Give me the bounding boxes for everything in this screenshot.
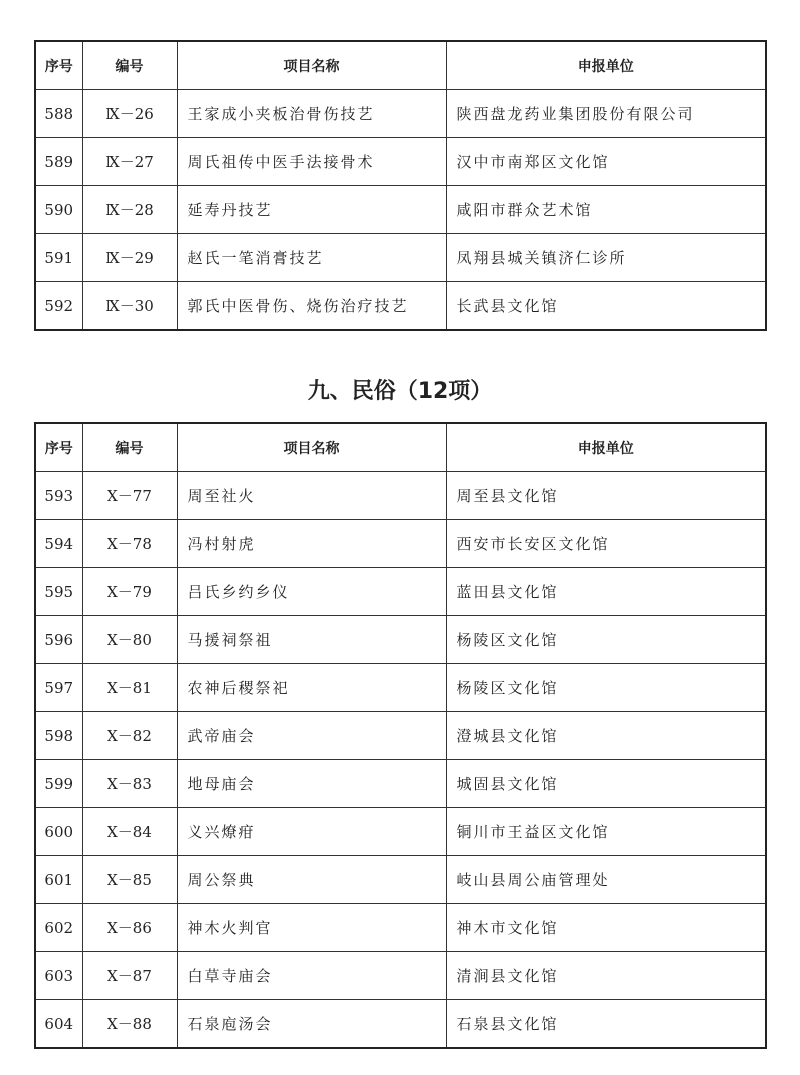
cell-seq: 603 (35, 952, 82, 1000)
cell-seq: 593 (35, 472, 82, 520)
header-name: 项目名称 (177, 423, 446, 472)
cell-name: 郭氏中医骨伤、烧伤治疗技艺 (177, 282, 446, 331)
cell-unit: 汉中市南郑区文化馆 (446, 138, 766, 186)
cell-unit: 咸阳市群众艺术馆 (446, 186, 766, 234)
cell-code: Ⅹ－78 (82, 520, 177, 568)
cell-unit: 周至县文化馆 (446, 472, 766, 520)
cell-seq: 600 (35, 808, 82, 856)
cell-seq: 599 (35, 760, 82, 808)
cell-unit: 长武县文化馆 (446, 282, 766, 331)
table-row (35, 616, 766, 664)
cell-seq: 597 (35, 664, 82, 712)
table-row (35, 234, 766, 282)
table-row (35, 904, 766, 952)
cell-name: 延寿丹技艺 (177, 186, 446, 234)
cell-seq: 602 (35, 904, 82, 952)
heritage-table-folklore (34, 422, 767, 1049)
cell-unit: 岐山县周公庙管理处 (446, 856, 766, 904)
cell-code: Ⅸ－29 (82, 234, 177, 282)
cell-name: 武帝庙会 (177, 712, 446, 760)
cell-code: Ⅹ－77 (82, 472, 177, 520)
cell-unit: 杨陵区文化馆 (446, 664, 766, 712)
cell-code: Ⅹ－82 (82, 712, 177, 760)
cell-code: Ⅸ－26 (82, 90, 177, 138)
cell-seq: 596 (35, 616, 82, 664)
table-row (35, 808, 766, 856)
table-row (35, 186, 766, 234)
table-row (35, 712, 766, 760)
cell-name: 吕氏乡约乡仪 (177, 568, 446, 616)
heritage-table-medicine (34, 40, 767, 331)
table-row (35, 520, 766, 568)
header-code: 编号 (82, 423, 177, 472)
table-row (35, 282, 766, 331)
cell-code: Ⅹ－87 (82, 952, 177, 1000)
cell-seq: 598 (35, 712, 82, 760)
cell-unit: 清涧县文化馆 (446, 952, 766, 1000)
cell-code: Ⅹ－83 (82, 760, 177, 808)
cell-name: 农神后稷祭祀 (177, 664, 446, 712)
cell-seq: 592 (35, 282, 82, 331)
table-row (35, 472, 766, 520)
table-row (35, 664, 766, 712)
cell-name: 王家成小夹板治骨伤技艺 (177, 90, 446, 138)
cell-code: Ⅹ－80 (82, 616, 177, 664)
header-unit: 申报单位 (446, 423, 766, 472)
cell-seq: 588 (35, 90, 82, 138)
cell-name: 周公祭典 (177, 856, 446, 904)
table-header-row (35, 41, 766, 90)
cell-code: Ⅸ－27 (82, 138, 177, 186)
cell-unit: 杨陵区文化馆 (446, 616, 766, 664)
cell-name: 神木火判官 (177, 904, 446, 952)
cell-seq: 604 (35, 1000, 82, 1049)
cell-code: Ⅹ－85 (82, 856, 177, 904)
header-unit: 申报单位 (446, 41, 766, 90)
cell-name: 周氏祖传中医手法接骨术 (177, 138, 446, 186)
cell-unit: 西安市长安区文化馆 (446, 520, 766, 568)
cell-name: 冯村射虎 (177, 520, 446, 568)
cell-unit: 凤翔县城关镇济仁诊所 (446, 234, 766, 282)
cell-unit: 澄城县文化馆 (446, 712, 766, 760)
cell-code: Ⅹ－79 (82, 568, 177, 616)
cell-unit: 神木市文化馆 (446, 904, 766, 952)
table-row (35, 568, 766, 616)
cell-unit: 陕西盘龙药业集团股份有限公司 (446, 90, 766, 138)
cell-name: 白草寺庙会 (177, 952, 446, 1000)
header-seq: 序号 (35, 423, 82, 472)
section-title: 九、民俗（12项） (307, 379, 493, 404)
cell-name: 赵氏一笔消膏技艺 (177, 234, 446, 282)
cell-unit: 蓝田县文化馆 (446, 568, 766, 616)
cell-seq: 594 (35, 520, 82, 568)
table-row (35, 952, 766, 1000)
cell-name: 地母庙会 (177, 760, 446, 808)
cell-seq: 591 (35, 234, 82, 282)
table-row (35, 138, 766, 186)
cell-code: Ⅹ－86 (82, 904, 177, 952)
cell-unit: 石泉县文化馆 (446, 1000, 766, 1049)
cell-name: 周至社火 (177, 472, 446, 520)
cell-code: Ⅹ－84 (82, 808, 177, 856)
cell-code: Ⅹ－81 (82, 664, 177, 712)
cell-seq: 601 (35, 856, 82, 904)
cell-unit: 城固县文化馆 (446, 760, 766, 808)
table-header-row (35, 423, 766, 472)
cell-code: Ⅸ－28 (82, 186, 177, 234)
header-name: 项目名称 (177, 41, 446, 90)
table-row (35, 1000, 766, 1049)
cell-name: 马援祠祭祖 (177, 616, 446, 664)
cell-seq: 589 (35, 138, 82, 186)
table-row (35, 90, 766, 138)
header-seq: 序号 (35, 41, 82, 90)
table-row (35, 856, 766, 904)
table-row (35, 760, 766, 808)
cell-unit: 铜川市王益区文化馆 (446, 808, 766, 856)
cell-code: Ⅹ－88 (82, 1000, 177, 1049)
cell-code: Ⅸ－30 (82, 282, 177, 331)
cell-name: 义兴燎疳 (177, 808, 446, 856)
cell-seq: 590 (35, 186, 82, 234)
header-code: 编号 (82, 41, 177, 90)
cell-seq: 595 (35, 568, 82, 616)
cell-name: 石泉庖汤会 (177, 1000, 446, 1049)
